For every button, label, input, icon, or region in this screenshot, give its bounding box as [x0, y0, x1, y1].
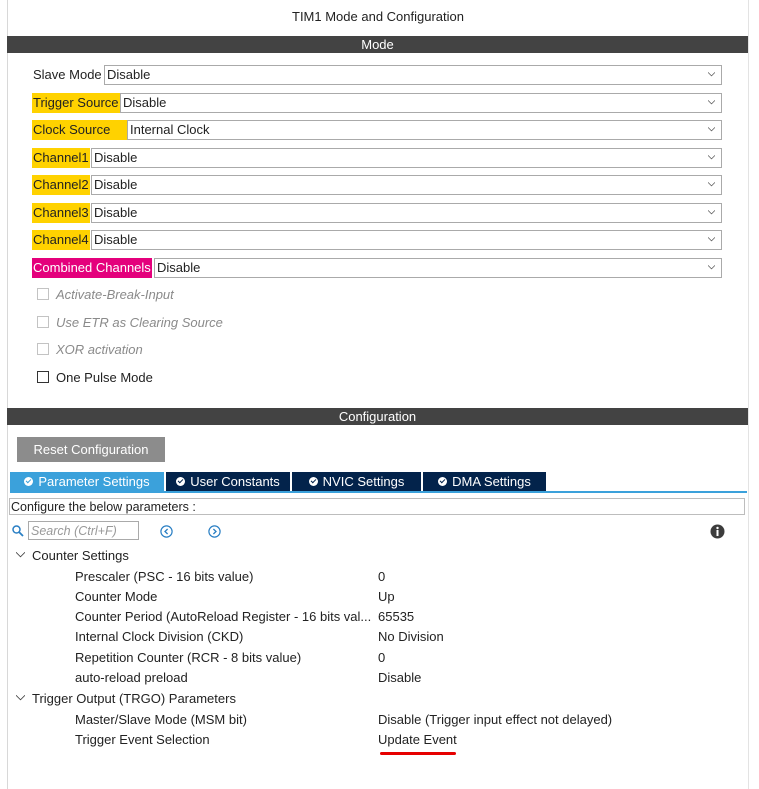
- chevron-down-icon: [708, 99, 715, 106]
- search-input[interactable]: Search (Ctrl+F): [28, 521, 139, 540]
- channel2-label: Channel2: [32, 175, 90, 195]
- param-value[interactable]: 0: [378, 569, 386, 584]
- tab-user-constants[interactable]: [166, 472, 290, 491]
- param-value[interactable]: 65535: [378, 609, 415, 624]
- param-name: Prescaler (PSC - 16 bits value): [75, 569, 254, 584]
- channel1-row: [32, 148, 720, 168]
- info-icon[interactable]: [710, 524, 725, 539]
- trigger-source-select[interactable]: [120, 93, 722, 113]
- checkbox-label: XOR activation: [56, 342, 143, 357]
- slave-mode-value: Disable: [107, 67, 151, 82]
- trigger-source-row: [32, 93, 720, 113]
- checkbox-icon: [37, 316, 49, 328]
- red-underline-annotation: [380, 752, 456, 755]
- channel4-label: Channel4: [32, 230, 90, 250]
- check-circle-icon: [438, 477, 447, 486]
- trigger-output-group[interactable]: Trigger Output (TRGO) Parameters: [32, 691, 236, 706]
- checkbox-label: Use ETR as Clearing Source: [56, 315, 223, 330]
- checkbox-icon: [37, 371, 49, 383]
- counter-settings-group[interactable]: Counter Settings: [32, 548, 129, 563]
- channel3-select[interactable]: [91, 203, 722, 223]
- tab-label: User Constants: [190, 474, 280, 489]
- use-etr-checkbox[interactable]: [37, 313, 223, 333]
- channel3-row: [32, 203, 720, 223]
- channel1-label: Channel1: [32, 148, 90, 168]
- channel4-row: [32, 230, 720, 250]
- tab-label: NVIC Settings: [322, 474, 405, 489]
- chevron-down-icon[interactable]: [16, 695, 25, 701]
- slave-mode-row: [32, 65, 720, 85]
- right-edge: [748, 0, 749, 789]
- xor-activation-checkbox[interactable]: [37, 340, 143, 360]
- channel1-select[interactable]: [91, 148, 722, 168]
- param-name: Trigger Event Selection: [75, 732, 210, 747]
- chevron-down-icon: [708, 209, 715, 216]
- chevron-down-icon[interactable]: [16, 552, 25, 558]
- mode-section-header: Mode: [7, 36, 748, 53]
- channel3-value: Disable: [94, 205, 138, 220]
- chevron-down-icon: [708, 264, 715, 271]
- previous-result-icon[interactable]: [160, 525, 173, 538]
- param-name: auto-reload preload: [75, 670, 188, 685]
- channel2-value: Disable: [94, 177, 138, 192]
- check-circle-icon: [309, 477, 318, 486]
- channel3-label: Channel3: [32, 203, 90, 223]
- slave-mode-select[interactable]: [104, 65, 722, 85]
- clock-source-select[interactable]: [127, 120, 722, 140]
- param-value[interactable]: Disable: [378, 670, 422, 685]
- combined-channels-row: [32, 258, 720, 278]
- tab-label: Parameter Settings: [38, 474, 150, 489]
- channel2-row: [32, 175, 720, 195]
- checkbox-icon: [37, 343, 49, 355]
- param-name: Repetition Counter (RCR - 8 bits value): [75, 650, 302, 665]
- left-edge: [0, 0, 8, 789]
- param-name: Master/Slave Mode (MSM bit): [75, 712, 247, 727]
- configuration-section-header: Configuration: [7, 408, 748, 425]
- combined-channels-select[interactable]: [154, 258, 722, 278]
- param-value[interactable]: Update Event: [378, 732, 457, 747]
- checkbox-label: One Pulse Mode: [56, 370, 153, 385]
- chevron-down-icon: [708, 236, 715, 243]
- checkbox-icon: [37, 288, 49, 300]
- param-name: Internal Clock Division (CKD): [75, 629, 244, 644]
- tab-dma-settings[interactable]: [423, 472, 546, 491]
- configure-parameters-banner: Configure the below parameters :: [9, 498, 745, 515]
- check-circle-icon: [176, 477, 185, 486]
- trigger-source-value: Disable: [123, 95, 167, 110]
- slave-mode-label: Slave Mode: [33, 67, 102, 82]
- tab-label: DMA Settings: [452, 474, 531, 489]
- check-circle-icon: [24, 477, 33, 486]
- chevron-down-icon: [708, 126, 715, 133]
- param-value[interactable]: Disable (Trigger input effect not delayed): [378, 712, 613, 727]
- checkbox-label: Activate-Break-Input: [56, 287, 174, 302]
- channel1-value: Disable: [94, 150, 138, 165]
- combined-channels-label: Combined Channels: [32, 258, 152, 278]
- chevron-down-icon: [708, 71, 715, 78]
- trigger-source-label: Trigger Source: [32, 93, 120, 113]
- clock-source-label: Clock Source: [32, 120, 127, 140]
- param-value[interactable]: 0: [378, 650, 386, 665]
- channel4-select[interactable]: [91, 230, 722, 250]
- tab-parameter-settings[interactable]: [10, 472, 164, 491]
- param-name: Counter Period (AutoReload Register - 16 bits val...: [75, 609, 372, 624]
- channel2-select[interactable]: [91, 175, 722, 195]
- activate-break-input-checkbox[interactable]: [37, 285, 174, 305]
- next-result-icon[interactable]: [208, 525, 221, 538]
- combined-channels-value: Disable: [157, 260, 201, 275]
- clock-source-row: [32, 120, 720, 140]
- chevron-down-icon: [708, 154, 715, 161]
- tab-nvic-settings[interactable]: [292, 472, 421, 491]
- chevron-down-icon: [708, 181, 715, 188]
- channel4-value: Disable: [94, 232, 138, 247]
- clock-source-value: Internal Clock: [130, 122, 210, 137]
- tab-underline: [10, 491, 747, 493]
- param-value[interactable]: No Division: [378, 629, 444, 644]
- reset-configuration-button[interactable]: Reset Configuration: [17, 437, 165, 462]
- param-name: Counter Mode: [75, 589, 158, 604]
- panel-title: TIM1 Mode and Configuration: [292, 9, 464, 24]
- search-icon: [12, 525, 24, 537]
- param-value[interactable]: Up: [378, 589, 395, 604]
- one-pulse-mode-checkbox[interactable]: [37, 368, 153, 388]
